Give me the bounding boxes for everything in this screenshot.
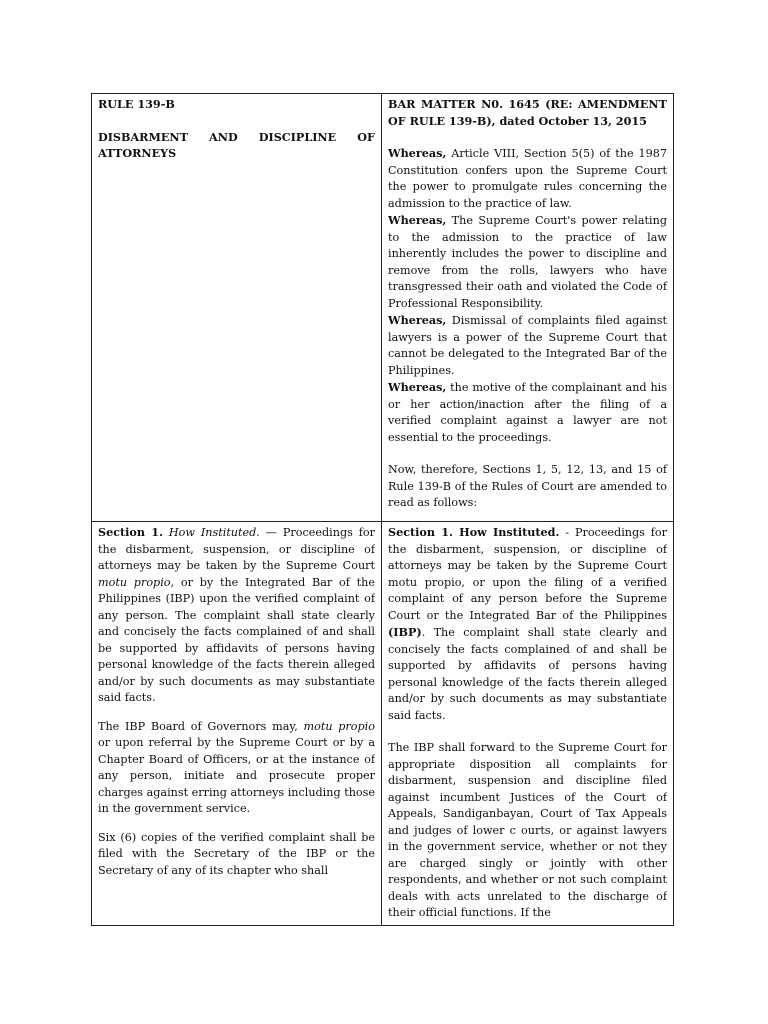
whereas-label: Whereas, [388,380,447,394]
original-section-paragraph-3: Six (6) copies of the verified complaint shall be filed with the Secretary of the IBP or the Secretary of any of its chapter who shall [98,830,375,877]
whereas-paragraph-4: Whereas, the motive of the complainant and his or her action/inaction after the filing of a verified complaint against a lawyer are not essential to the proceedings. [388,380,667,444]
whereas-label: Whereas, [388,146,447,160]
whereas-paragraph-2: Whereas, The Supreme Court's power relating to the admission to the practice of law inherently includes the power to discipline and remove from the rolls, lawyers who have transgressed their oath and violated the Code of Professional Responsibility. [388,213,667,310]
whereas-paragraph-3: Whereas, Dismissal of complaints filed against lawyers is a power of the Supreme Court that cannot be delegated to the Integrated Bar of the Philippines. [388,313,667,377]
table-row [92,522,674,926]
rule-title-cell [92,94,382,522]
original-section-paragraph-2: The IBP Board of Governors may, motu propio or upon referral by the Supreme Court or by a Chapter Board of Officers, or at the instance of any person, initiate and prosecute proper charges against erring attorneys including those in the government service. [98,719,375,815]
original-section-paragraph-1: Section 1. How Instituted. — Proceedings for the disbarment, suspension, or discipline of attorneys may be taken by the Supreme Court motu propio, or by the Integrated Bar of the Philippines (IBP) upon the verified complaint of any person. The complaint shall state clearly and concisely the facts complained of and shall be supported by affidavits of persons having personal knowledge of the facts therein alleged and/or by such documents as may substantiate said facts. [98,525,375,704]
comparison-table [91,93,674,926]
bar-matter-cell [382,94,674,522]
section-label: Section 1. [98,525,163,539]
now-therefore-paragraph: Now, therefore, Sections 1, 5, 12, 13, and 15 of Rule 139-B of the Rules of Court are amended to read as follows: [388,463,667,509]
amended-section-paragraph-1: Section 1. How Instituted. - Proceedings for the disbarment, suspension, or discipline of attorneys may be taken by the Supreme Court motu propio, or upon the filing of a verified complaint of any person before the Supreme Court or the Integrated Bar of the Philippines (IBP). The complaint shall state clearly and concisely the facts complained of and shall be supported by affidavits of persons having personal knowledge of the facts therein alleged and/or by such documents as may substantiate said facts. [388,525,667,722]
bar-matter-heading: BAR MATTER N0. 1645 (RE: AMENDMENT OF RULE 139-B), dated October 13, 2015 [388,97,667,128]
amended-section-cell [382,522,674,926]
amended-section-paragraph-2: The IBP shall forward to the Supreme Court for appropriate disposition all complaints for disbarment, suspension and discipline filed against incumbent Justices of the Court of Appeals, Sandiganbayan, Court of Tax Appeals and judges of lower c ourts, or against lawyers in the government service, whether or not they are charged singly or jointly with other respondents, and whether or not such complaint deals with acts unrelated to the discharge of their official functions. If the [388,741,667,919]
section-title: How Instituted. [168,526,260,539]
table-row [92,94,674,522]
whereas-label: Whereas, [388,313,447,327]
section-heading: Section 1. How Instituted. [388,525,560,539]
whereas-label: Whereas, [388,213,447,227]
rule-title: DISBARMENT AND DISCIPLINE OF ATTORNEYS [98,129,375,160]
original-section-cell [92,522,382,926]
whereas-paragraph-1: Whereas, Article VIII, Section 5(5) of the 1987 Constitution confers upon the Supreme Court the power to promulgate rules concerning the admission to the practice of law. [388,146,667,210]
rule-label: RULE 139-B [98,97,175,111]
